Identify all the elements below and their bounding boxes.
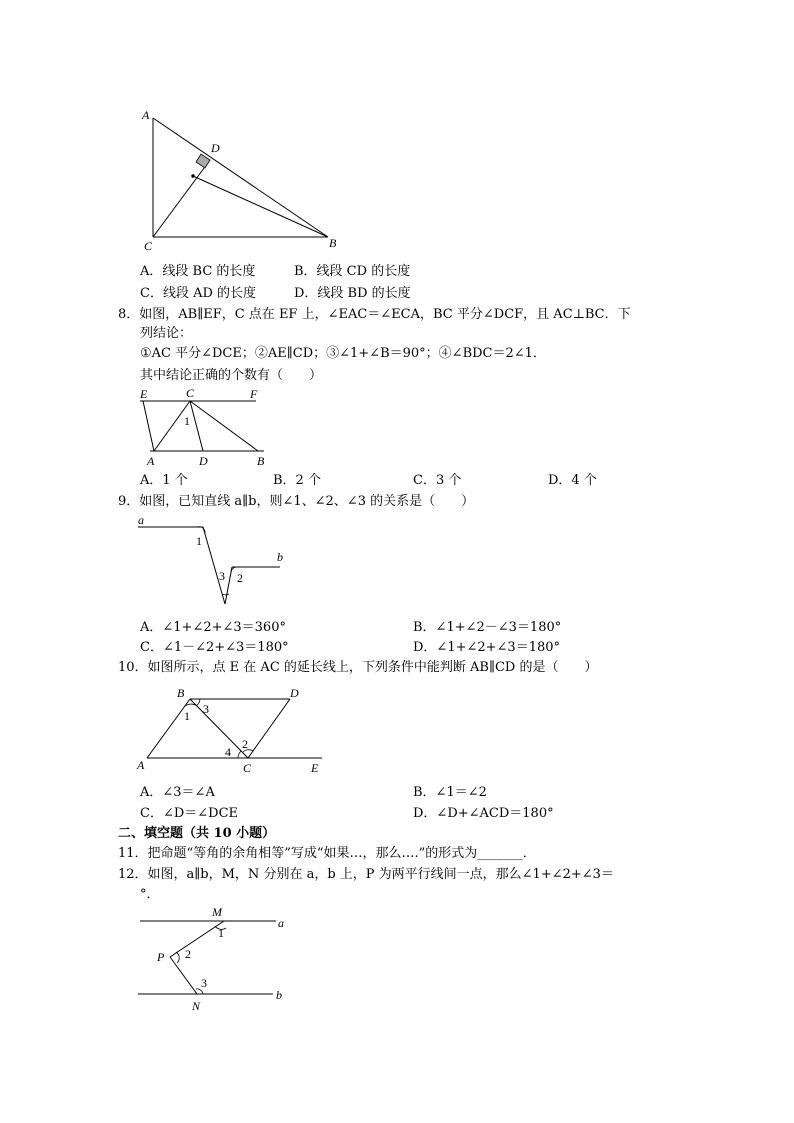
q9-option-b: B．∠1+∠2－∠3＝180° — [413, 620, 562, 635]
q7-option-b: B．线段 CD 的长度 — [294, 264, 411, 279]
fig10-label-C: C — [243, 761, 252, 775]
q9-option-c: C．∠1－∠2+∠3＝180° — [140, 640, 289, 655]
q7-option-a: A．线段 BC 的长度 — [140, 264, 256, 279]
fig9-label-1: 1 — [196, 534, 202, 548]
fig12-label-2: 2 — [185, 947, 191, 961]
q12-stem-line2: °． — [140, 887, 160, 902]
fig10-label-D: D — [290, 686, 299, 700]
fig10-label-E: E — [311, 761, 319, 775]
fig7-label-C: C — [144, 239, 153, 253]
fig10-label-4: 4 — [225, 745, 231, 759]
fig7-label-B: B — [329, 236, 337, 250]
q8-stem-line2: 列结论： — [140, 326, 193, 341]
fig12-label-1: 1 — [218, 926, 224, 940]
fig9-label-3: 3 — [219, 569, 225, 583]
q7-option-c: C．线段 AD 的长度 — [140, 286, 257, 301]
q10-option-d: D．∠D+∠ACD＝180° — [413, 806, 554, 821]
q11-stem: 11．把命题“等角的余角相等”写成“如果…，那么….”的形式为_______． — [118, 846, 536, 861]
fig12-label-M: M — [212, 905, 222, 919]
q8-stem-line1: 8．如图，AB∥EF，C 点在 EF 上，∠EAC＝∠ECA，BC 平分∠DCF，且 AC⊥BC．下 — [118, 307, 631, 322]
q9-option-d: D．∠1+∠2+∠3＝180° — [413, 640, 561, 655]
q7-option-d: D．线段 BD 的长度 — [294, 286, 411, 301]
fig9-label-2: 2 — [237, 571, 243, 585]
fig12-label-3: 3 — [201, 976, 207, 990]
q8-stem-line4: 其中结论正确的个数有（ ） — [140, 368, 323, 383]
fig9-label-b: b — [277, 550, 283, 564]
fig10-label-1: 1 — [184, 709, 190, 723]
q8-option-a: A．1 个 — [140, 473, 188, 488]
fig10-label-3: 3 — [203, 702, 209, 716]
fig9-label-a: a — [138, 513, 144, 527]
fig8-label-1: 1 — [184, 414, 190, 428]
fig8-label-C: C — [186, 386, 195, 400]
section-title-fill-blank: 二、填空题（共 10 小题） — [118, 826, 276, 841]
fig8-label-D: D — [199, 454, 208, 468]
q9-stem: 9．如图，已知直线 a∥b，则∠1、∠2、∠3 的关系是（ ） — [118, 494, 475, 509]
fig7-label-D: D — [211, 141, 220, 155]
fig8-label-F: F — [250, 387, 258, 401]
q10-option-b: B．∠1＝∠2 — [413, 785, 487, 800]
fig12-label-a: a — [278, 916, 284, 930]
fig7-label-A: A — [142, 108, 150, 122]
q8-option-c: C．3 个 — [413, 473, 462, 488]
fig10-label-A: A — [137, 758, 145, 772]
q10-option-c: C．∠D＝∠DCE — [140, 806, 239, 821]
fig10-label-B: B — [177, 686, 185, 700]
q8-stem-line3: ①AC 平分∠DCE；②AE∥CD；③∠1+∠B＝90°；④∠BDC＝2∠1． — [140, 346, 546, 361]
q10-option-a: A．∠3＝∠A — [140, 785, 215, 800]
q8-option-b: B．2 个 — [273, 473, 321, 488]
q8-option-d: D．4 个 — [548, 473, 597, 488]
fig12-label-b: b — [276, 988, 282, 1002]
fig8-label-E: E — [140, 387, 148, 401]
fig8-label-B: B — [257, 454, 265, 468]
q9-option-a: A．∠1+∠2+∠3＝360° — [140, 620, 286, 635]
fig12-label-N: N — [192, 999, 201, 1013]
fig12-label-P: P — [157, 950, 165, 964]
q10-stem: 10．如图所示，点 E 在 AC 的延长线上，下列条件中能判断 AB∥CD 的是（ ） — [118, 660, 598, 675]
fig8-label-A: A — [147, 454, 155, 468]
q12-stem-line1: 12．如图，a∥b，M，N 分别在 a，b 上，P 为两平行线间一点，那么∠1+∠2+∠3＝ — [118, 867, 614, 882]
fig10-label-2: 2 — [242, 737, 248, 751]
